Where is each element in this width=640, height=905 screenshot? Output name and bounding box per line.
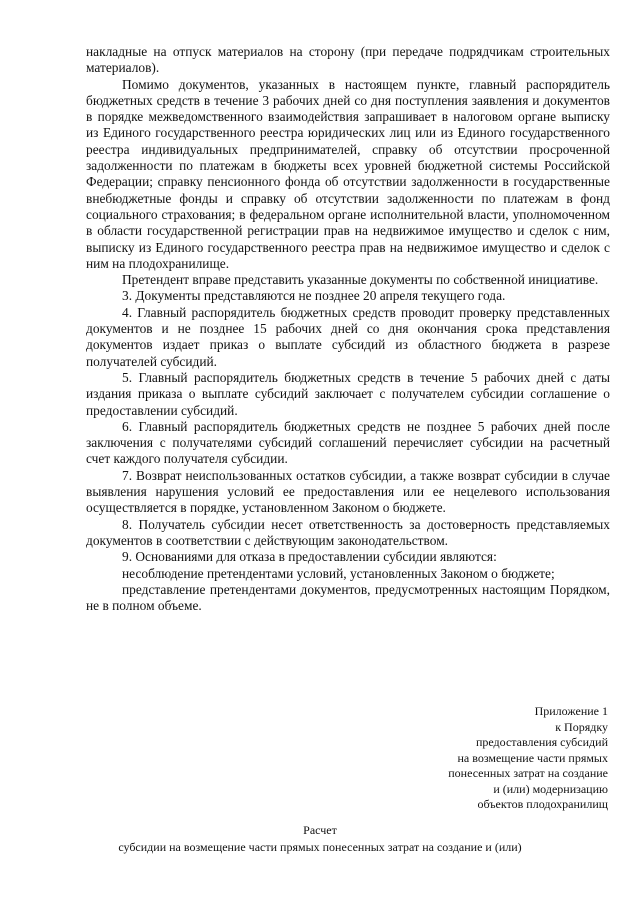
paragraph: Претендент вправе представить указанные документы по собственной инициативе. bbox=[122, 272, 599, 288]
paragraph: 3. Документы представляются не позднее 20 апреля текущего года. bbox=[122, 288, 506, 304]
appendix-line: к Порядку bbox=[555, 719, 608, 734]
paragraph: накладные на отпуск материалов на сторону (при передаче подрядчикам строительных материалов). bbox=[86, 44, 610, 76]
appendix-line: объектов плодохранилищ bbox=[477, 797, 608, 811]
paragraph: представление претендентами документов, предусмотренных настоящим Порядком, не в полном объеме. bbox=[86, 581, 610, 614]
paragraph: 5. Главный распорядитель бюджетных средств в течение 5 рабочих дней с даты издания приказа о выплате субсидий заключает с получателем субсидии соглашение о предоставлении субсидий. bbox=[86, 369, 610, 418]
appendix-line: предоставления субсидий bbox=[475, 735, 608, 749]
calculation-title: Расчет bbox=[303, 823, 337, 837]
calculation-subtitle: субсидии на возмещение части прямых понесенных затрат на создание и (или) bbox=[118, 840, 522, 854]
appendix-line: понесенных затрат на создание bbox=[448, 766, 608, 780]
document-body bbox=[86, 44, 610, 614]
appendix-heading bbox=[380, 704, 608, 813]
paragraph: 6. Главный распорядитель бюджетных средств не позднее 5 рабочих дней после заключения с получателями субсидий соглашений перечисляет субсидии на расчетный счет каждого получателя субсидии. bbox=[86, 418, 610, 467]
appendix-line: и (или) модернизацию bbox=[493, 781, 608, 796]
paragraph: 7. Возврат неиспользованных остатков субсидии, а также возврат субсидии в случае выявления нарушения условий ее предоставления или ее нецелевого использования осуществляется в порядке, установленном Законом о бюджете. bbox=[86, 467, 610, 516]
appendix-line: Приложение 1 bbox=[534, 704, 608, 718]
paragraph: 8. Получатель субсидии несет ответственность за достоверность представляемых документов в соответствии с действующим законодательством. bbox=[86, 516, 610, 548]
paragraph: несоблюдение претендентами условий, установленных Законом о бюджете; bbox=[122, 565, 555, 581]
paragraph: 9. Основаниями для отказа в предоставлении субсидии являются: bbox=[122, 549, 497, 565]
paragraph: 4. Главный распорядитель бюджетных средств проводит проверку представленных документов и не позднее 15 рабочих дней со дня окончания срока представления документов издает приказ о выплате субсидий из областного бюджета в разрезе получателей субсидий. bbox=[86, 304, 610, 369]
appendix-line: на возмещение части прямых bbox=[457, 750, 608, 765]
paragraph: Помимо документов, указанных в настоящем пункте, главный распорядитель бюджетных средств в течение 3 рабочих дней со дня поступления заявления и документов в порядке межведомственного взаимодействия запрашивает в налоговом органе выписку из Единого государственного реестра юридических лиц или из Единого государственного реестра индивидуальных предпринимателей, справку об отсутствии просроченной задолженности по платежам в бюджеты всех уровней бюджетной системы Российской Федерации; справку пенсионного фонда об отсутствии задолженности в государственные внебюджетные фонды и справку об отсутствии задолженности по платежам в фонд социального страхования; в федеральном органе исполнительной власти, уполномоченном в области государственной регистрации прав на недвижимое имущество и сделок с ним, выписку из Единого государственного реестра прав на недвижимое имущество и сделок с ним на плодохранилище. bbox=[86, 76, 610, 271]
